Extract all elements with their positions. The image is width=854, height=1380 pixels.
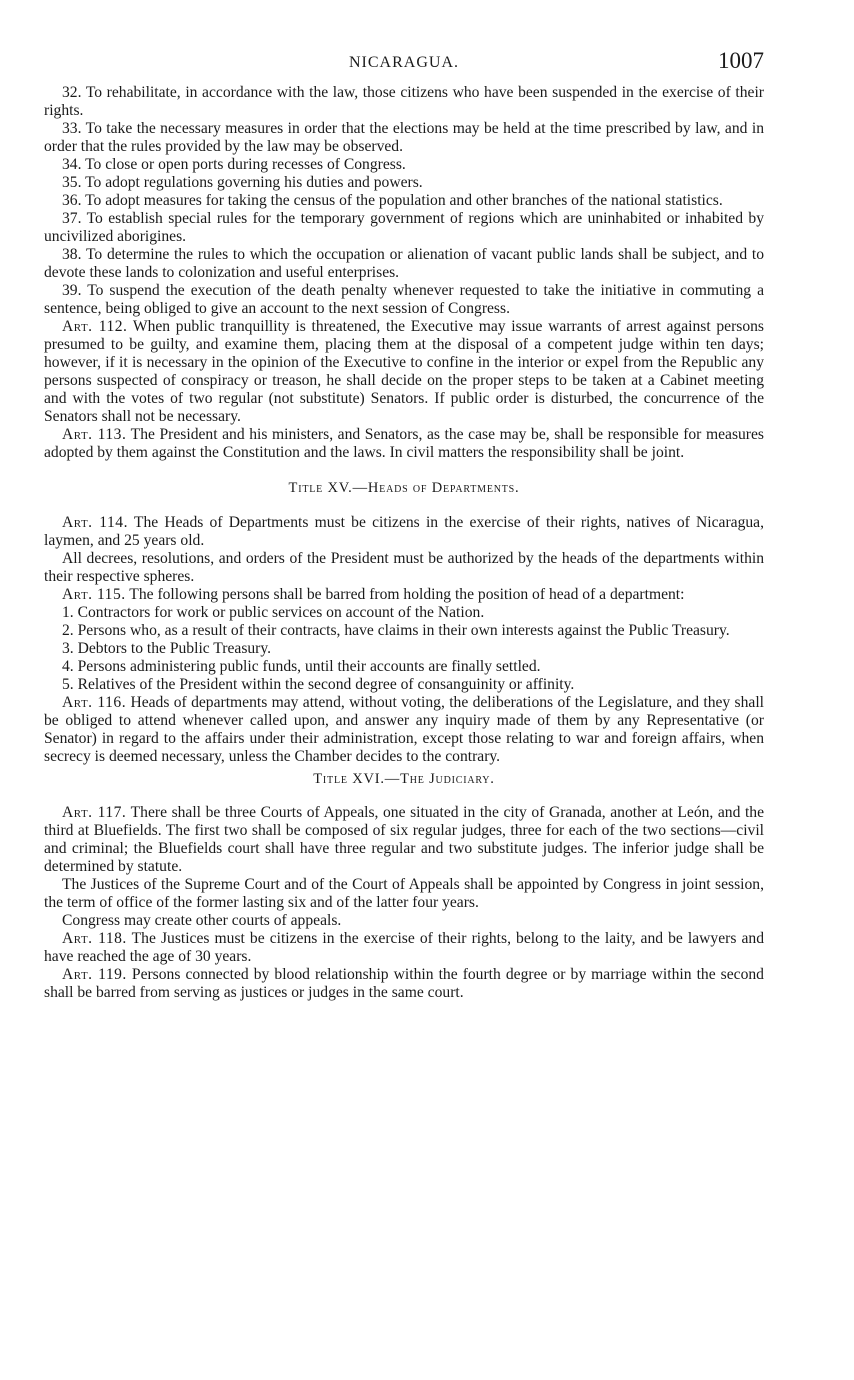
- list-item-4: 4. Persons administering public funds, until their accounts are finally settled.: [62, 658, 541, 675]
- article-text: The following persons shall be barred from holding the position of head of a department:: [129, 586, 685, 603]
- article-113: [44, 426, 764, 462]
- article-label: Art. 118.: [62, 930, 127, 947]
- article-117: [44, 804, 764, 876]
- list-item-5: 5. Relatives of the President within the second degree of consanguinity or affinity.: [62, 676, 575, 693]
- article-117-paragraph-2: The Justices of the Supreme Court and of the Court of Appeals shall be appointed by Congress in joint session, the term of office of the former lasting six and of the latter four years.: [44, 876, 764, 911]
- article-label: Art. 113.: [62, 426, 127, 443]
- clause-39: 39. To suspend the execution of the death penalty whenever requested to take the initiative in commuting a sentence, being obliged to give an account to the next session of Congress.: [44, 282, 764, 317]
- article-115: [44, 586, 764, 604]
- article-text: When public tranquillity is threatened, the Executive may issue warrants of arrest against persons presumed to be guilty, and examine them, placing them at the disposal of a competent judge within ten days; however, if it is necessary in the opinion of the Executive to confine in the interior or expel from the Republic any persons suspected of conspiracy or treason, he shall decide on the proper steps to be taken at a Cabinet meeting and with the votes of two regular (not substitute) Senators. If public order is disturbed, the concurrence of the Senators shall not be necessary.: [44, 318, 764, 425]
- title-xv-heading: Title XV.—Heads of Departments.: [288, 480, 520, 496]
- list-item-1: 1. Contractors for work or public services on account of the Nation.: [62, 604, 485, 621]
- clause-38: 38. To determine the rules to which the occupation or alienation of vacant public lands shall be subject, and to devote these lands to colonization and useful enterprises.: [44, 246, 764, 281]
- page-header: [44, 0, 764, 84]
- article-112: [44, 318, 764, 426]
- article-119: [44, 966, 764, 1002]
- clause-34: 34. To close or open ports during recesses of Congress.: [62, 156, 406, 173]
- article-text: There shall be three Courts of Appeals, one situated in the city of Granada, another at León, and the third at Bluefields. The first two shall be composed of six regular judges, three for each of the two sections—civil and criminal; the Bluefields court shall have three regular and two substitute judges. The inferior judge shall be determined by statute.: [44, 804, 765, 875]
- article-label: Art. 117.: [62, 804, 127, 821]
- article-114-paragraph: All decrees, resolutions, and orders of the President must be authorized by the heads of the departments within their respective spheres.: [44, 550, 764, 585]
- article-116: [44, 694, 764, 766]
- article-label: Art. 119.: [62, 966, 127, 983]
- clause-35: 35. To adopt regulations governing his duties and powers.: [62, 174, 423, 191]
- article-text: Heads of departments may attend, without voting, the deliberations of the Legislature, and they shall be obliged to attend whenever called upon, and answer any inquiry made of them by any Representative (or Senator) in regard to the affairs under their administration, except those relating to war and foreign affairs, when secrecy is deemed necessary, unless the Chamber decides to the contrary.: [44, 694, 765, 765]
- title-xvi-heading: Title XVI.—The Judiciary.: [313, 771, 495, 787]
- list-item-2: 2. Persons who, as a result of their contracts, have claims in their own interests against the Public Treasury.: [62, 622, 730, 639]
- clause-33: 33. To take the necessary measures in order that the elections may be held at the time prescribed by law, and in order that the rules provided by the law may be observed.: [44, 120, 764, 155]
- article-text: Persons connected by blood relationship within the fourth degree or by marriage within the second shall be barred from serving as justices or judges in the same court.: [44, 966, 764, 1001]
- running-head: NICARAGUA.: [349, 54, 459, 71]
- clause-37: 37. To establish special rules for the temporary government of regions which are uninhabited or inhabited by uncivilized aborigines.: [44, 210, 764, 245]
- document-page: [44, 0, 764, 1002]
- article-text: The Heads of Departments must be citizens in the exercise of their rights, natives of Nicaragua, laymen, and 25 years old.: [44, 514, 764, 549]
- clause-36: 36. To adopt measures for taking the census of the population and other branches of the national statistics.: [62, 192, 723, 209]
- article-label: Art. 112.: [62, 318, 128, 335]
- article-114: [44, 514, 764, 550]
- article-118: [44, 930, 764, 966]
- article-117-paragraph-3: Congress may create other courts of appeals.: [62, 912, 342, 929]
- list-item-3: 3. Debtors to the Public Treasury.: [62, 640, 272, 657]
- article-label: Art. 115.: [62, 586, 126, 603]
- article-label: Art. 114.: [62, 514, 128, 531]
- article-text: The President and his ministers, and Senators, as the case may be, shall be responsible for measures adopted by them against the Constitution and the laws. In civil matters the responsibility shall be joint.: [44, 426, 764, 461]
- page-number: 1007: [718, 48, 764, 73]
- body-text: [44, 84, 764, 1002]
- article-label: Art. 116.: [62, 694, 127, 711]
- article-text: The Justices must be citizens in the exercise of their rights, belong to the laity, and be lawyers and have reached the age of 30 years.: [44, 930, 764, 965]
- clause-32: 32. To rehabilitate, in accordance with the law, those citizens who have been suspended in the exercise of their rights.: [44, 84, 764, 119]
